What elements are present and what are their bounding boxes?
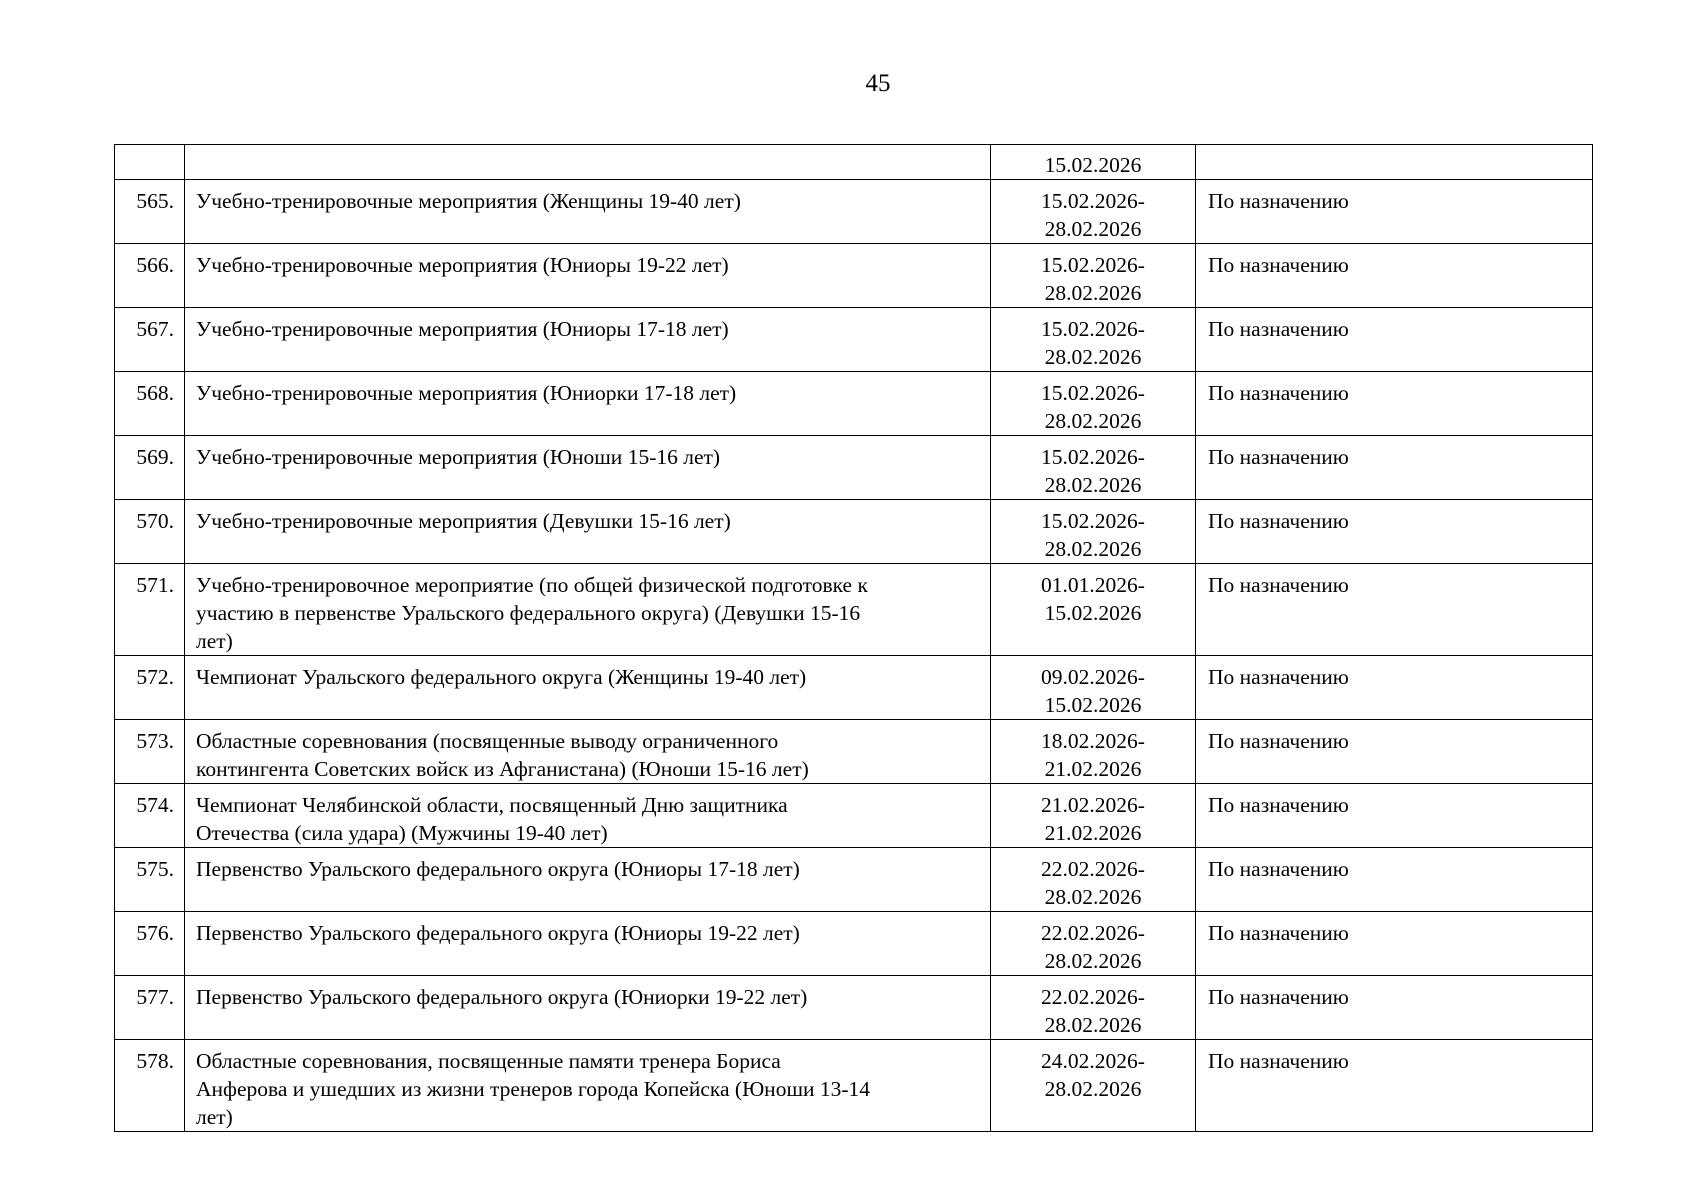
dates-cell bbox=[991, 308, 1196, 372]
dates-cell bbox=[991, 1040, 1196, 1132]
responsible-cell bbox=[1196, 500, 1593, 564]
responsible-cell bbox=[1196, 784, 1593, 848]
date-line: 15.02.2026- bbox=[1041, 381, 1145, 405]
dates-cell bbox=[991, 784, 1196, 848]
responsible-text: По назначению bbox=[1208, 573, 1349, 597]
responsible-text: По назначению bbox=[1208, 381, 1349, 405]
date-line: 15.02.2026- bbox=[1041, 317, 1145, 341]
event-text-line: Учебно-тренировочные мероприятия (Юноши 15-16 лет) bbox=[196, 445, 721, 469]
table-row bbox=[115, 308, 1593, 372]
table-row bbox=[115, 180, 1593, 244]
row-number: 566. bbox=[136, 253, 174, 277]
dates-cell bbox=[991, 372, 1196, 436]
dates-cell bbox=[991, 180, 1196, 244]
event-cell bbox=[185, 912, 991, 976]
responsible-cell bbox=[1196, 145, 1593, 180]
responsible-cell bbox=[1196, 848, 1593, 912]
date-line: 28.02.2026 bbox=[1044, 345, 1142, 369]
responsible-text: По назначению bbox=[1208, 317, 1349, 341]
dates-cell bbox=[991, 436, 1196, 500]
page-number: 45 bbox=[865, 70, 891, 97]
date-line: 15.02.2026- bbox=[1041, 445, 1145, 469]
event-text-line: Первенство Уральского федерального округа (Юниоры 19-22 лет) bbox=[196, 921, 800, 945]
responsible-text: По назначению bbox=[1208, 793, 1349, 817]
dates-cell bbox=[991, 656, 1196, 720]
row-number-cell bbox=[115, 848, 185, 912]
row-number: 574. bbox=[136, 793, 174, 817]
event-cell bbox=[185, 1040, 991, 1132]
event-text-line: Учебно-тренировочные мероприятия (Юниоры 17-18 лет) bbox=[196, 317, 729, 341]
responsible-cell bbox=[1196, 720, 1593, 784]
row-number-cell bbox=[115, 436, 185, 500]
event-text-line: Учебно-тренировочное мероприятие (по общей физической подготовке к bbox=[196, 573, 868, 597]
responsible-text: По назначению bbox=[1208, 921, 1349, 945]
responsible-cell bbox=[1196, 912, 1593, 976]
row-number: 565. bbox=[136, 189, 174, 213]
table-row bbox=[115, 848, 1593, 912]
table-row bbox=[115, 720, 1593, 784]
row-number-cell bbox=[115, 976, 185, 1040]
date-line: 01.01.2026- bbox=[1041, 573, 1145, 597]
events-table bbox=[114, 144, 1593, 1132]
table-row bbox=[115, 436, 1593, 500]
row-number: 572. bbox=[136, 665, 174, 689]
date-line: 24.02.2026- bbox=[1041, 1049, 1145, 1073]
date-line: 28.02.2026 bbox=[1044, 1077, 1142, 1101]
event-text-line: Анферова и ушедших из жизни тренеров города Копейска (Юноши 13-14 bbox=[196, 1077, 871, 1101]
row-number: 578. bbox=[136, 1049, 174, 1073]
date-line: 28.02.2026 bbox=[1044, 885, 1142, 909]
responsible-cell bbox=[1196, 244, 1593, 308]
date-line: 28.02.2026 bbox=[1044, 281, 1142, 305]
table-row bbox=[115, 656, 1593, 720]
date-line: 15.02.2026- bbox=[1041, 189, 1145, 213]
event-text-line: Отечества (сила удара) (Мужчины 19-40 лет) bbox=[196, 821, 608, 845]
event-text-line: лет) bbox=[196, 1105, 233, 1129]
date-line: 28.02.2026 bbox=[1044, 409, 1142, 433]
event-text-line: Областные соревнования (посвященные выводу ограниченного bbox=[196, 729, 779, 753]
responsible-cell bbox=[1196, 656, 1593, 720]
table-row bbox=[115, 1040, 1593, 1132]
dates-cell bbox=[991, 145, 1196, 180]
event-cell bbox=[185, 308, 991, 372]
date-line: 22.02.2026- bbox=[1041, 921, 1145, 945]
table-row bbox=[115, 500, 1593, 564]
table-row bbox=[115, 976, 1593, 1040]
responsible-text: По назначению bbox=[1208, 509, 1349, 533]
event-cell bbox=[185, 564, 991, 656]
date-line: 21.02.2026 bbox=[1044, 757, 1142, 781]
date-line: 28.02.2026 bbox=[1044, 949, 1142, 973]
event-text-line: Областные соревнования, посвященные памяти тренера Бориса bbox=[196, 1049, 781, 1073]
responsible-cell bbox=[1196, 372, 1593, 436]
responsible-text: По назначению bbox=[1208, 445, 1349, 469]
responsible-text: По назначению bbox=[1208, 729, 1349, 753]
dates-cell bbox=[991, 976, 1196, 1040]
row-number: 571. bbox=[136, 573, 174, 597]
row-number-cell bbox=[115, 656, 185, 720]
event-cell bbox=[185, 976, 991, 1040]
responsible-text: По назначению bbox=[1208, 665, 1349, 689]
event-text-line: Учебно-тренировочные мероприятия (Юниоры 19-22 лет) bbox=[196, 253, 729, 277]
event-text-line: Чемпионат Челябинской области, посвященный Дню защитника bbox=[196, 793, 788, 817]
date-line: 28.02.2026 bbox=[1044, 473, 1142, 497]
table-row bbox=[115, 564, 1593, 656]
dates-cell bbox=[991, 500, 1196, 564]
date-line: 21.02.2026 bbox=[1044, 821, 1142, 845]
date-line: 15.02.2026 bbox=[1044, 693, 1142, 717]
event-cell bbox=[185, 720, 991, 784]
row-number-cell bbox=[115, 500, 185, 564]
event-cell bbox=[185, 848, 991, 912]
row-number-cell bbox=[115, 180, 185, 244]
date-line: 28.02.2026 bbox=[1044, 537, 1142, 561]
row-number-cell bbox=[115, 372, 185, 436]
row-number: 567. bbox=[136, 317, 174, 341]
dates-cell bbox=[991, 912, 1196, 976]
row-number: 570. bbox=[136, 509, 174, 533]
dates-cell bbox=[991, 720, 1196, 784]
row-number: 576. bbox=[136, 921, 174, 945]
row-number-cell bbox=[115, 308, 185, 372]
event-cell bbox=[185, 436, 991, 500]
row-number: 577. bbox=[136, 985, 174, 1009]
event-cell bbox=[185, 500, 991, 564]
row-number-cell bbox=[115, 720, 185, 784]
responsible-cell bbox=[1196, 1040, 1593, 1132]
event-cell bbox=[185, 656, 991, 720]
date-line: 15.02.2026 bbox=[1044, 601, 1142, 625]
date-line: 22.02.2026- bbox=[1041, 857, 1145, 881]
date-line: 18.02.2026- bbox=[1041, 729, 1145, 753]
responsible-cell bbox=[1196, 976, 1593, 1040]
row-number: 575. bbox=[136, 857, 174, 881]
event-text-line: Учебно-тренировочные мероприятия (Девушки 15-16 лет) bbox=[196, 509, 731, 533]
date-line: 21.02.2026- bbox=[1041, 793, 1145, 817]
event-text-line: участию в первенстве Уральского федерального округа) (Девушки 15-16 bbox=[196, 601, 861, 625]
table-row-continuation bbox=[115, 145, 1593, 180]
responsible-text: По назначению bbox=[1208, 1049, 1349, 1073]
date-line: 15.02.2026- bbox=[1041, 509, 1145, 533]
row-number: 568. bbox=[136, 381, 174, 405]
row-number-cell bbox=[115, 784, 185, 848]
events-table-body bbox=[115, 145, 1593, 1132]
responsible-cell bbox=[1196, 564, 1593, 656]
responsible-cell bbox=[1196, 180, 1593, 244]
row-number-cell bbox=[115, 1040, 185, 1132]
date-line: 15.02.2026 bbox=[1044, 153, 1142, 177]
event-text-line: Первенство Уральского федерального округа (Юниорки 19-22 лет) bbox=[196, 985, 808, 1009]
event-cell bbox=[185, 784, 991, 848]
date-line: 15.02.2026- bbox=[1041, 253, 1145, 277]
row-number-cell bbox=[115, 244, 185, 308]
responsible-text: По назначению bbox=[1208, 189, 1349, 213]
row-number-cell bbox=[115, 145, 185, 180]
event-text-line: лет) bbox=[196, 629, 233, 653]
table-row bbox=[115, 244, 1593, 308]
responsible-text: По назначению bbox=[1208, 985, 1349, 1009]
responsible-text: По назначению bbox=[1208, 857, 1349, 881]
event-cell bbox=[185, 244, 991, 308]
event-text-line: контингента Советских войск из Афганистана) (Юноши 15-16 лет) bbox=[196, 757, 809, 781]
event-text-line: Учебно-тренировочные мероприятия (Женщины 19-40 лет) bbox=[196, 189, 741, 213]
date-line: 28.02.2026 bbox=[1044, 217, 1142, 241]
event-text-line: Первенство Уральского федерального округа (Юниоры 17-18 лет) bbox=[196, 857, 800, 881]
date-line: 28.02.2026 bbox=[1044, 1013, 1142, 1037]
row-number-cell bbox=[115, 912, 185, 976]
date-line: 22.02.2026- bbox=[1041, 985, 1145, 1009]
dates-cell bbox=[991, 848, 1196, 912]
event-cell bbox=[185, 180, 991, 244]
table-row bbox=[115, 372, 1593, 436]
table-row bbox=[115, 784, 1593, 848]
responsible-text: По назначению bbox=[1208, 253, 1349, 277]
responsible-cell bbox=[1196, 308, 1593, 372]
event-cell bbox=[185, 145, 991, 180]
dates-cell bbox=[991, 244, 1196, 308]
event-text-line: Чемпионат Уральского федерального округа (Женщины 19-40 лет) bbox=[196, 665, 807, 689]
row-number: 569. bbox=[136, 445, 174, 469]
date-line: 09.02.2026- bbox=[1041, 665, 1145, 689]
row-number-cell bbox=[115, 564, 185, 656]
table-row bbox=[115, 912, 1593, 976]
event-text-line: Учебно-тренировочные мероприятия (Юниорки 17-18 лет) bbox=[196, 381, 737, 405]
event-cell bbox=[185, 372, 991, 436]
responsible-cell bbox=[1196, 436, 1593, 500]
dates-cell bbox=[991, 564, 1196, 656]
row-number: 573. bbox=[136, 729, 174, 753]
